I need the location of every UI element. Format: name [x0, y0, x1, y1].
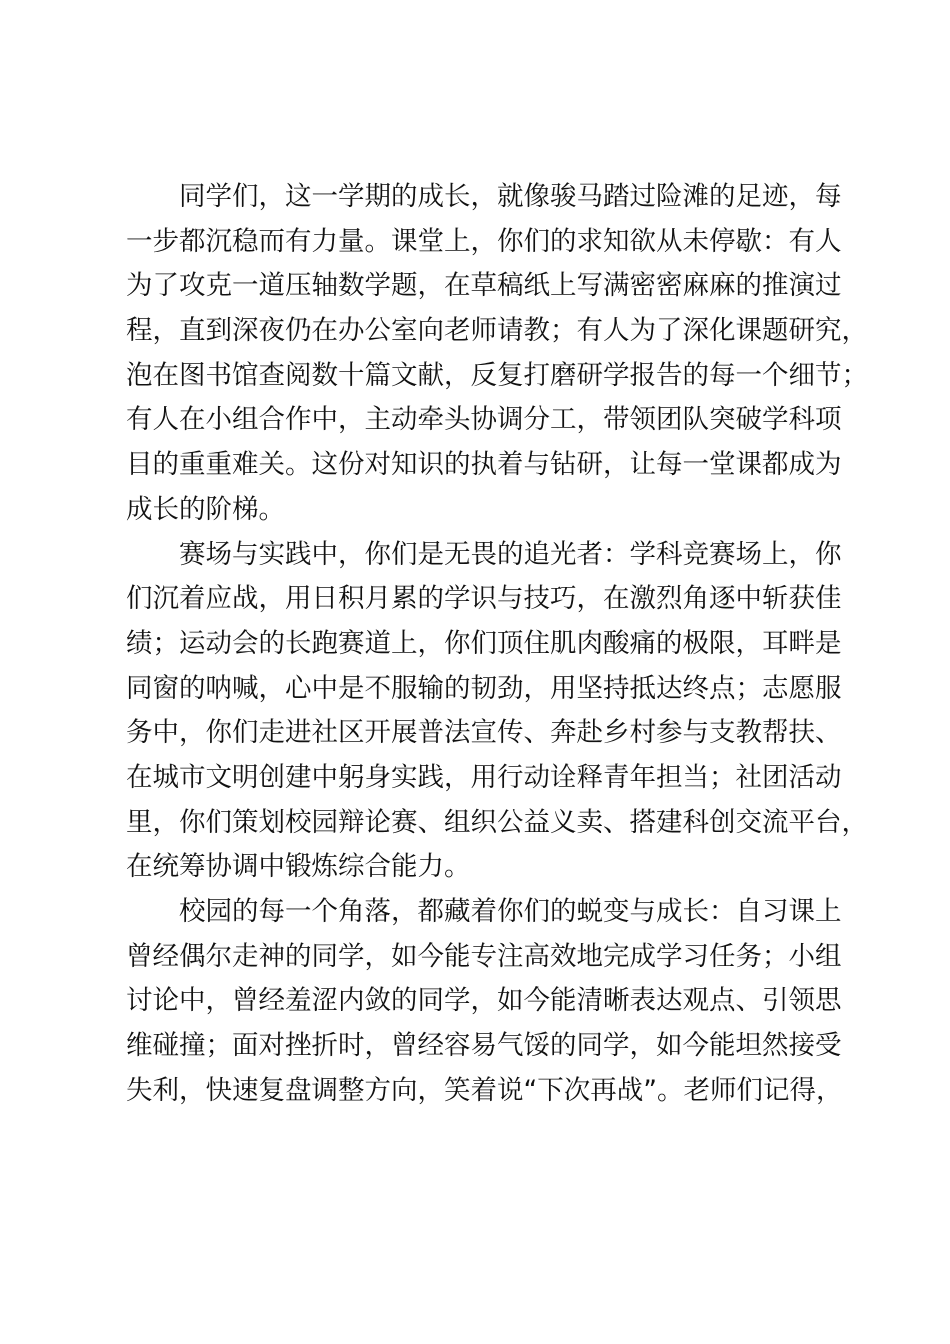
paragraph-1 [126, 175, 868, 533]
text-line: 绩；运动会的长跑赛道上，你们顶住肌肉酸痛的极限，耳畔是 [126, 627, 842, 659]
text-line: 为了攻克一道压轴数学题，在草稿纸上写满密密麻麻的推演过 [126, 270, 842, 302]
text-line: 讨论中，曾经羞涩内敛的同学，如今能清晰表达观点、引领思 [126, 985, 842, 1017]
paragraph-3 [126, 890, 843, 1113]
text-line: 务中，你们走进社区开展普法宣传、奔赴乡村参与支教帮扶、 [126, 717, 842, 749]
text-line: 一步都沉稳而有力量。课堂上，你们的求知欲从未停歇：有人 [126, 225, 842, 257]
text-line: 们沉着应战，用日积月累的学识与技巧，在激烈角逐中斩获佳 [126, 583, 842, 615]
text-line: 维碰撞；面对挫折时，曾经容易气馁的同学，如今能坦然接受 [126, 1030, 842, 1062]
text-line: 目的重重难关。这份对知识的执着与钻研，让每一堂课都成为 [126, 449, 842, 481]
text-line: 在统筹协调中锻炼综合能力。 [126, 851, 471, 883]
text-line: 校园的每一个角落，都藏着你们的蜕变与成长：自习课上 [126, 896, 842, 927]
text-line: 成长的阶梯。 [126, 493, 285, 525]
text-line: 失利，快速复盘调整方向，笑着说“下次再战”。老师们记得， [126, 1074, 843, 1106]
text-line: 程，直到深夜仍在办公室向老师请教；有人为了深化课题研究， [126, 315, 868, 347]
text-line: 同学们，这一学期的成长，就像骏马踏过险滩的足迹，每 [126, 181, 842, 212]
text-line: 曾经偶尔走神的同学，如今能专注高效地完成学习任务；小组 [126, 940, 842, 972]
document-page [126, 175, 868, 1113]
text-line: 在城市文明创建中躬身实践，用行动诠释青年担当；社团活动 [126, 761, 842, 793]
text-line: 有人在小组合作中，主动牵头协调分工，带领团队突破学科项 [126, 404, 842, 436]
text-line: 同窗的呐喊，心中是不服输的韧劲，用坚持抵达终点；志愿服 [126, 672, 842, 704]
text-line: 里，你们策划校园辩论赛、组织公益义卖、搭建科创交流平台， [126, 806, 868, 838]
text-line: 泡在图书馆查阅数十篇文献，反复打磨研学报告的每一个细节； [126, 359, 868, 391]
text-line: 赛场与实践中，你们是无畏的追光者：学科竞赛场上，你 [126, 538, 842, 570]
paragraph-2 [126, 533, 868, 891]
